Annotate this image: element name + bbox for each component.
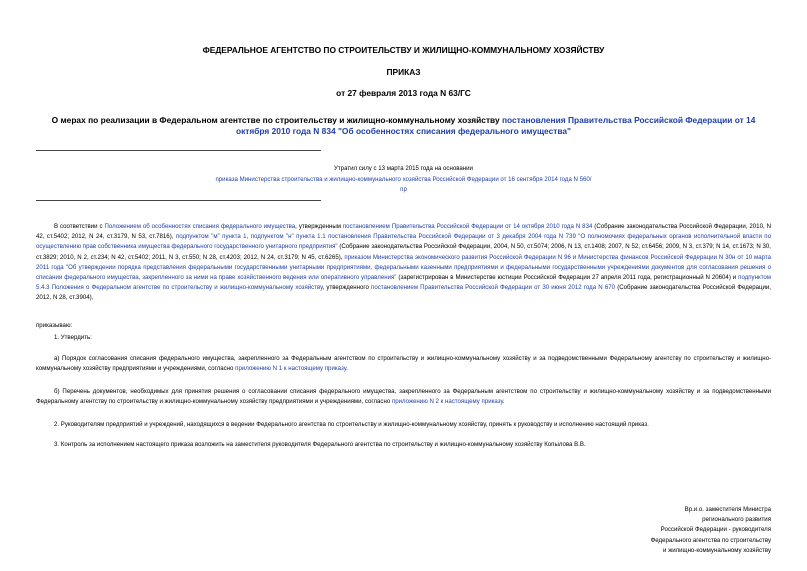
title-text: О мерах по реализации в Федеральном агентстве по строительству и жилищно-коммунальному хозяйству: [51, 115, 502, 125]
void-note-text: Утратил силу с 13 марта 2015 года на основании: [334, 165, 473, 172]
preamble-text: , утвержденного: [322, 284, 372, 292]
preamble-text: (зарегистрирован в Министерстве юстиции Российской Федерации 27 апреля 2011 года, регистрационный N 20604) и: [396, 274, 739, 282]
preamble-text: (Собрание законодательства Российской Федерации, 2010, N 42, ст.5402; 2012, N 24, ст.3179, N 53, ст.7816),: [36, 223, 771, 241]
item-b-text: б) Перечень документов, необходимых для принятия решения о согласовании списания федерального имущества, закрепленного за Федеральным агентством по строительству и жилищно-коммунальному хозяйству и за подведомственными Федеральному агентству по строительству и жилищно-коммунальному хозяйству предприятиями и учреждениями, согласно: [36, 388, 771, 406]
signature-line: Российской Федерации - руководителя: [660, 526, 771, 534]
divider-top: [36, 150, 321, 151]
preamble-text: (Собрание законодательства Российской Федерации, 2012, N 28, ст.3904),: [36, 284, 772, 302]
item-1: 1. Утвердить:: [54, 334, 92, 341]
item-2: 2. Руководителям предприятий и учреждений, находящихся в ведении Федерального агентства по строительству и жилищно-коммунальному хозяйству, принять к руководству и исполнению настоящий приказ.: [54, 421, 649, 428]
link-resolution-834[interactable]: постановлением Правительства Российской Федерации от 14 октября 2010 года N 834: [342, 223, 593, 230]
item-a-text: а) Порядок согласования списания федерального имущества, закрепленного за Федеральным агентством по строительству и жилищно-коммунальному хозяйству и за подведомственными Федеральному агентству по строительству и жилищно-коммунальному хозяйству предприятиями и учреждениями, согласно: [36, 355, 771, 373]
link-resolution-739[interactable]: подпунктом "м" пункта 1, подпунктом "н" пункта 1.1 постановления Правительства Российской Федерации от 3 декабря 2004 года N 739 "О полномочиях федеральных органов исполнительной власти по осуществлению прав собственника имущества федерального государственного унитарного предприятия": [36, 233, 771, 251]
item-a: [36, 354, 771, 374]
preamble-paragraph: [36, 222, 771, 304]
link-subparagraph-5-4-3[interactable]: подпунктом 5.4.3 Положения о Федеральном агентстве по строительству и жилищно-коммунальному хозяйству: [36, 274, 771, 292]
preamble-text: (Собрание законодательства Российской Федерации, 2004, N 50, ст.5074; 2006, N 13, ст.1408; 2007, N 52, ст.6456; 2009, N 3, ст.379; N 14, ст.1673; N 30, ст.3829; 2010, N 2, ст.234; N 42, ст.5402; 2011, N 3, ст.550; N 28, ст.4203; 2012, N 24, ст.3179; N 45, ст.6265),: [36, 243, 771, 261]
divider-bottom: [36, 200, 321, 201]
signature-line: и жилищно-коммунальному хозяйству: [663, 546, 771, 554]
link-appendix-2[interactable]: приложению N 2 к настоящему приказу: [391, 398, 503, 406]
item-a-tail: .: [346, 365, 348, 373]
ordered-line: приказываю:: [36, 322, 73, 329]
item-b: [36, 387, 771, 407]
item-b-tail: .: [502, 398, 505, 406]
item-3: 3. Контроль за исполнением настоящего приказа возложить на заместителя руководителя Федерального агентства по строительству и жилищно-коммунальному хозяйству Копылова В.В.: [54, 441, 586, 448]
void-note-link[interactable]: приказа Министерства строительства и жилищно-коммунального хозяйства Российской Федерации от 16 сентября 2014 года N 560/пр: [215, 175, 592, 193]
signature-block: [471, 505, 771, 556]
link-resolution-670[interactable]: постановлением Правительства Российской Федерации от 30 июня 2012 года N 670: [371, 284, 616, 292]
link-joint-order-96-30n[interactable]: приказом Министерства экономического развития Российской Федерации N 96 и Министерства финансов Российской Федерации N 30н от 10 марта 2011 года "Об утверждении порядка представления федеральными государственными унитарными предприятиями, федеральными казенными предприятиями и федеральными государственными учреждениями документов для согласования решения о списании федерального имущества, закрепленного за ними на праве хозяйственного ведения или оперативного управления": [36, 253, 771, 282]
document-date-number: от 27 февраля 2013 года N 63/ГС: [336, 88, 471, 98]
document-title: [36, 115, 771, 137]
title-link-resolution-834[interactable]: постановления Правительства Российской Федерации от 14 октября 2010 года N 834 "Об особенностях списания федерального имущества": [235, 115, 756, 136]
document-type: ПРИКАЗ: [386, 67, 421, 77]
void-note: [214, 164, 593, 196]
agency-heading: ФЕДЕРАЛЬНОЕ АГЕНТСТВО ПО СТРОИТЕЛЬСТВУ И ЖИЛИЩНО-КОММУНАЛЬНОМУ ХОЗЯЙСТВУ: [202, 45, 605, 55]
preamble-text: В соответствии с: [54, 223, 105, 230]
link-regulation-write-off[interactable]: Положением об особенностях списания федерального имущества: [104, 223, 296, 230]
signature-line: регионального развития: [702, 516, 771, 524]
signature-line: Вр.и.о. заместителя Министра: [684, 506, 771, 513]
preamble-text: , утвержденным: [295, 223, 343, 230]
signature-line: Федерального агентства по строительству: [650, 536, 771, 544]
link-appendix-1[interactable]: приложению N 1 к настоящему приказу: [235, 365, 347, 373]
